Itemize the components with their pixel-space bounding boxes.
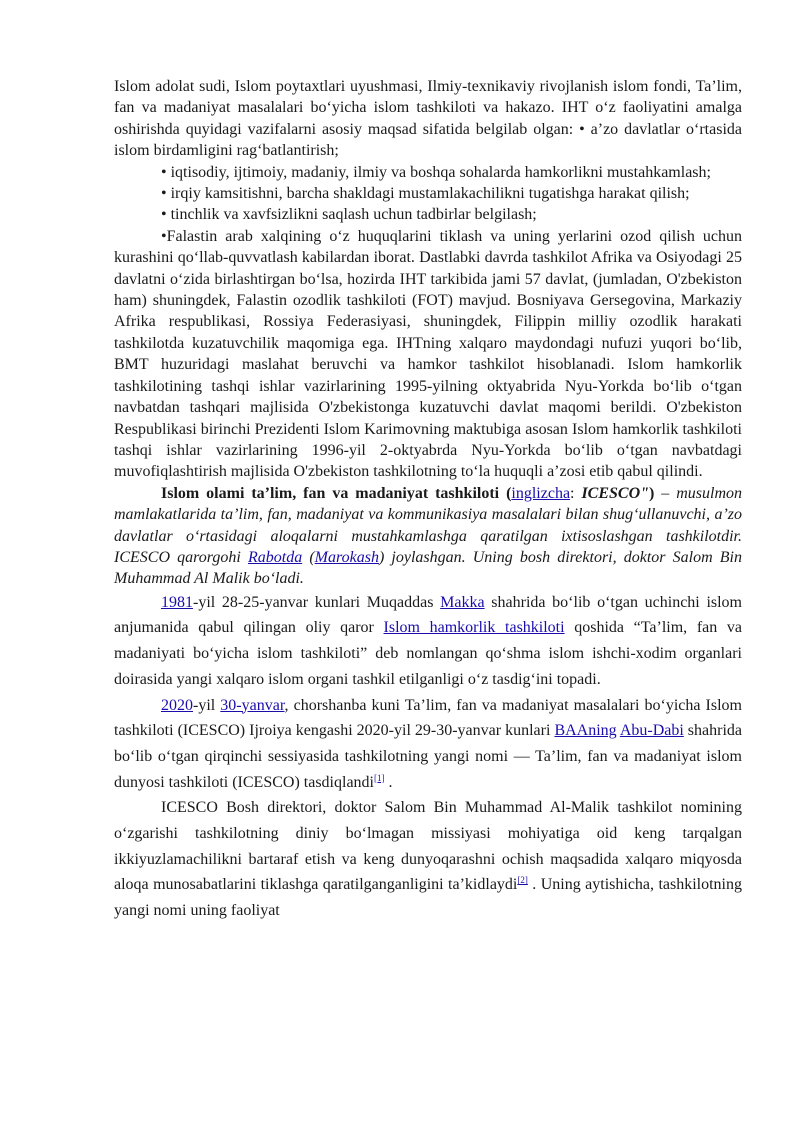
icesco-name: ICESCO" [581, 484, 650, 502]
link-makka[interactable]: Makka [440, 593, 485, 611]
link-marokash[interactable]: Marokash [314, 548, 379, 566]
text: . [384, 773, 393, 791]
document-page [114, 76, 742, 924]
link-2020[interactable]: 2020 [161, 696, 193, 714]
bullet-item: • iqtisodiy, ijtimoiy, madaniy, ilmiy va boshqa sohalarda hamkorlikni mustahkamlash; [161, 163, 711, 181]
icesco-title: Islom olami ta’lim, fan va madaniyat tashkiloti [161, 484, 500, 502]
paragraph-intro: Islom adolat sudi, Islom poytaxtlari uyushmasi, Ilmiy-texnikaviy rivojlanish islom fondi, Ta’lim, fan va madaniyat masalalari bo‘yicha islom tashkiloti va hakazo. IHT o‘z faoliyatini amalga oshirishda quyidagi vazifalarni asosiy maqsad sifatida belgilab olgan: • a’zo davlatlar o‘rtasida islom birdamligini rag‘batlantirish; [114, 78, 742, 160]
paragraph-2020 [114, 693, 742, 796]
bullet-item: • tinchlik va xavfsizlikni saqlash uchun tadbirlar belgilash; [161, 206, 537, 224]
paragraph-icesco [114, 483, 742, 590]
paren: ( [302, 548, 315, 566]
link-rabotda[interactable]: Rabotda [247, 548, 303, 566]
paragraph-falastin: •Falastin arab xalqining o‘z huquqlarini tiklash va uning yerlarini ozod qilish uchun kurashini qo‘llab-quvvatlash kabilardan iborat. Dastlabki davrda tashkilot Afrika va Osiyodagi 25 davlatni o‘zida birlashtirgan bo‘lsa, hozirda IHT tarkibida jami 57 davlat, (jumladan, O'zbekiston ham) shuningdek, Falastin ozodlik tashkiloti (FOT) mavjud. Bosniyava Gersegovina, Markaziy Afrika respublikasi, Rossiya Federasiyasi, shuningdek, Filippin milliy ozodlik harakati tashkilotda kuzatuvchilik maqomiga ega. IHTning xalqaro maydondagi nufuzi yuqori bo‘lib, BMT huzuridagi maslahat beruvchi va hamkor tashkilot hisoblanadi. Islom hamkorlik tashkilotining tashqi ishlar vazirlarining 1995-yilning oktyabrida Nyu-Yorkda bo‘lib o‘tgan navbatdan tashqari majlisida O'zbekistonga kuzatuvchi davlat maqomi berildi. O'zbekiston Respublikasi birinchi Prezidenti Islom Karimovning maktubiga asosan Islom hamkorlik tashkiloti tashqi ishlar vazirlarining 1996-yil 2-oktyabrda Nyu-Yorkda bo‘lib o‘tgan navbatdagi muvofiqlashtirish majlisida O'zbekiston tashkilotning to‘la huquqli a’zosi etib qabul qilindi. [114, 227, 742, 481]
link-abu-dabi[interactable]: Abu-Dabi [619, 722, 684, 740]
text: qoshida “Ta’lim, fan va madaniyati bo‘yicha islom tashkiloti” deb nomlangan qo‘shma islom ishchi-xodim organlari doirasida yangi xalqaro islom organi tashkil etilganligi o‘z tasdig‘ini topadi. [114, 619, 742, 688]
text: -yil 28-25-yanvar kunlari Muqaddas [193, 593, 441, 611]
text: -yil [193, 696, 221, 714]
footnote-ref-1[interactable]: [1] [374, 772, 385, 783]
icesco-description: – musulmon mamlakatlarida ta’lim, fan, madaniyat va kommunikasiya masalalari bilan shug‘ullanuvchi, a’zo davlatlar o‘rtasidagi aloqalarni mustahkamlashga qaratilgan ixtisoslashgan tashkilotdir. ICESCO qarorgohi [114, 484, 743, 566]
text: shahrida bo‘lib o‘tgan uchinchi islom anjumanida qabul qilingan oliy qaror [114, 593, 743, 637]
link-inglizcha[interactable]: inglizcha [511, 484, 571, 502]
link-baaning[interactable]: BAAning [554, 722, 617, 740]
paragraph-last [114, 795, 742, 924]
text: , chorshanba kuni Ta’lim, fan va madaniyat masalalari bo‘yicha Islom tashkiloti (ICESCO) Ijroiya kengashi 2020-yil 29-30-yanvar kunlari [114, 696, 742, 740]
text: shahrida bo‘lib o‘tgan qirqinchi sessiyasida tashkilotning yangi nomi — Ta’lim, fan va madaniyat islom dunyosi tashkiloti (ICESCO) tasdiqlandi [114, 722, 743, 791]
paren: ) [649, 484, 655, 502]
link-1981[interactable]: 1981 [161, 593, 193, 611]
paragraph-1981 [114, 590, 742, 693]
paren: ( [499, 484, 512, 502]
text: ICESCO Bosh direktori, doktor Salom Bin Muhammad Al-Malik tashkilot nomining o‘zgarishi tashkilotning diniy bo‘lmagan missiyasi mohiyatiga oid keng tarqalgan ikkiyuzlamachilikni bartaraf etish va keng dunyoqarashni ochish maqsadida xalqaro miqyosda aloqa munosabatlarini tiklashga qaratilganganligini ta’kidlaydi [114, 799, 742, 894]
text: . Uning aytishicha, tashkilotning yangi nomi uning faoliyat [114, 876, 742, 920]
colon: : [570, 484, 582, 502]
icesco-tail: ) joylashgan. Uning bosh direktori, doktor Salom Bin Muhammad Al Malik bo‘ladi. [114, 548, 743, 588]
footnote-ref-2[interactable]: [2] [517, 875, 528, 886]
link-30-yanvar[interactable]: 30-yanvar [220, 696, 285, 714]
link-islom-hamkorlik-tashkiloti[interactable]: Islom hamkorlik tashkiloti [383, 619, 565, 637]
bullet-item: • irqiy kamsitishni, barcha shakldagi mustamlakachilikni tugatishga harakat qilish; [161, 185, 690, 203]
